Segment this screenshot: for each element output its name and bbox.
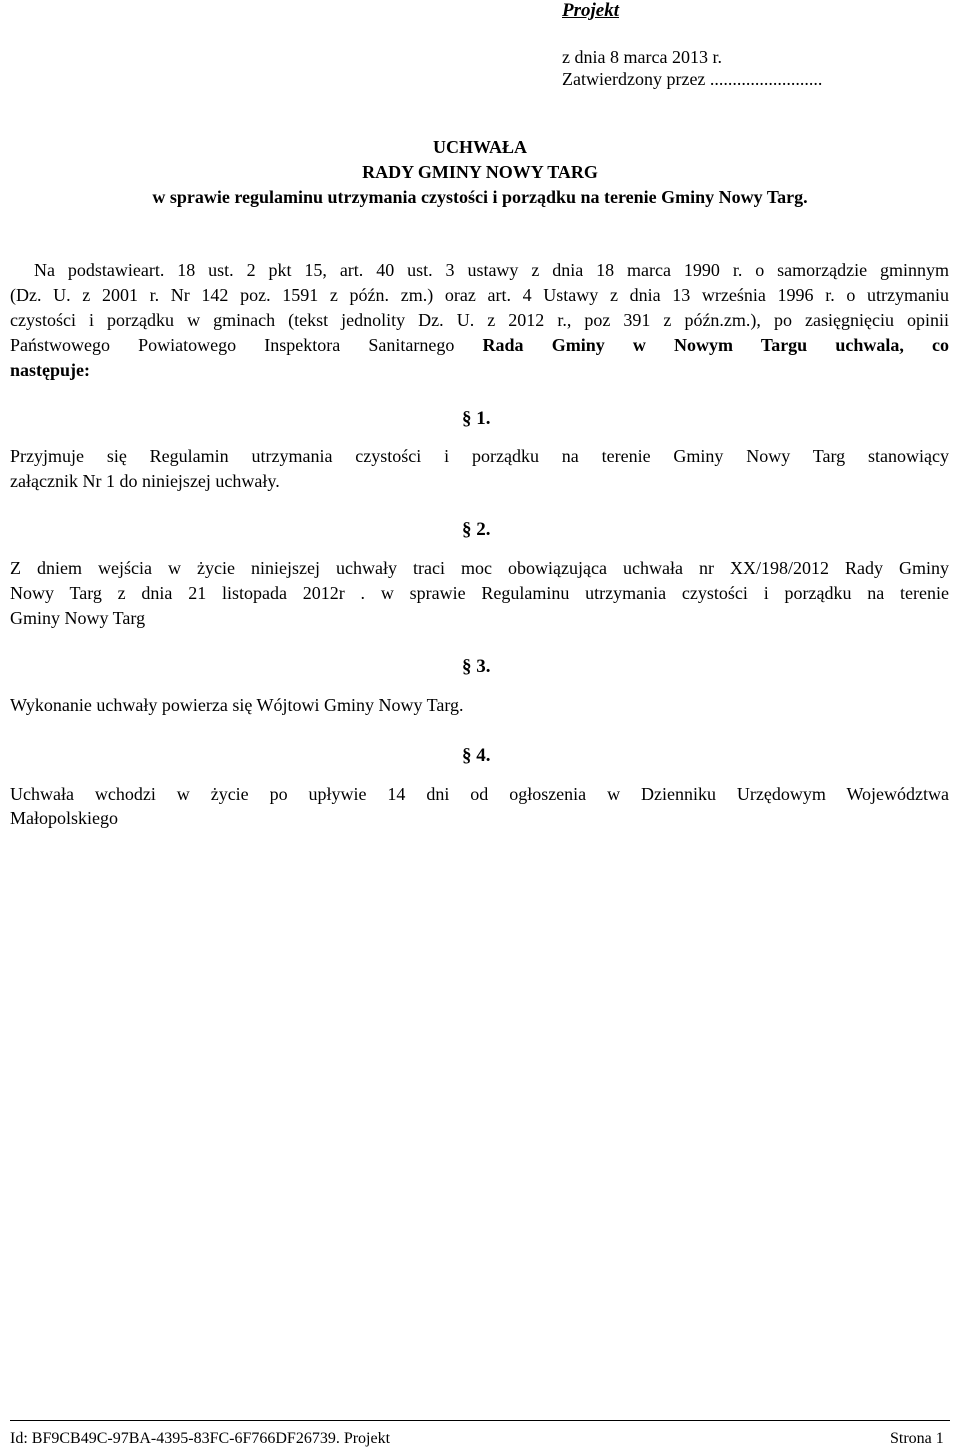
preamble-line-4	[10, 333, 949, 358]
section-1-number: § 1.	[462, 408, 491, 429]
section-2-line-3: Gminy Nowy Targ	[10, 608, 146, 628]
title-line-1: UCHWAŁA	[432, 137, 527, 157]
page-number: Strona 1	[890, 1430, 944, 1447]
preamble-line-3: czystości i porządku w gminach (tekst jednolity Dz. U. z 2012 r., poz 391 z późn.zm.), po zasięgnięciu opinii	[10, 310, 949, 330]
title-line-2: RADY GMINY NOWY TARG	[362, 162, 598, 182]
footer-divider	[10, 1420, 950, 1421]
section-3-number: § 3.	[462, 656, 491, 677]
title-subject: w sprawie regulaminu utrzymania czystości i porządku na terenie Gminy Nowy Targ.	[152, 187, 808, 207]
section-4-line-1: Uchwała wchodzi w życie po upływie 14 dni od ogłoszenia w Dzienniku Urzędowym Województwa	[10, 784, 949, 804]
document-date: z dnia 8 marca 2013 r.	[562, 47, 722, 67]
section-1-line-2: załącznik Nr 1 do niniejszej uchwały.	[10, 471, 280, 491]
section-4-number: § 4.	[462, 745, 491, 766]
section-4-line-2: Małopolskiego	[10, 808, 118, 828]
document-id: Id: BF9CB49C-97BA-4395-83FC-6F766DF26739. Projekt	[10, 1430, 391, 1447]
section-2-line-1: Z dniem wejścia w życie niniejszej uchwały traci moc obowiązująca uchwała nr XX/198/2012 Rady Gminy	[10, 558, 949, 578]
section-3-line-1: Wykonanie uchwały powierza się Wójtowi Gminy Nowy Targ.	[10, 695, 464, 715]
draft-label: Projekt	[562, 0, 619, 21]
preamble-line-2: (Dz. U. z 2001 r. Nr 142 poz. 1591 z późn. zm.) oraz art. 4 Ustawy z dnia 13 września 1996 r. o utrzymaniu	[10, 285, 949, 305]
section-1-line-1: Przyjmuje się Regulamin utrzymania czystości i porządku na terenie Gminy Nowy Targ stanowiący	[10, 446, 949, 466]
section-2-number: § 2.	[462, 519, 491, 540]
preamble-inspector: Państwowego Powiatowego Inspektora Sanitarnego	[10, 335, 483, 355]
preamble-line-1: Na podstawieart. 18 ust. 2 pkt 15, art. 40 ust. 3 ustawy z dnia 18 marca 1990 r. o samorządzie gminnym	[34, 260, 949, 280]
preamble-council-resolves: Rada Gminy w Nowym Targu uchwala, co	[482, 335, 949, 355]
preamble-line-5: następuje:	[10, 360, 90, 380]
approved-by: Zatwierdzony przez .........................	[562, 69, 823, 89]
section-2-line-2: Nowy Targ z dnia 21 listopada 2012r . w sprawie Regulaminu utrzymania czystości i porządku na terenie	[10, 583, 949, 603]
